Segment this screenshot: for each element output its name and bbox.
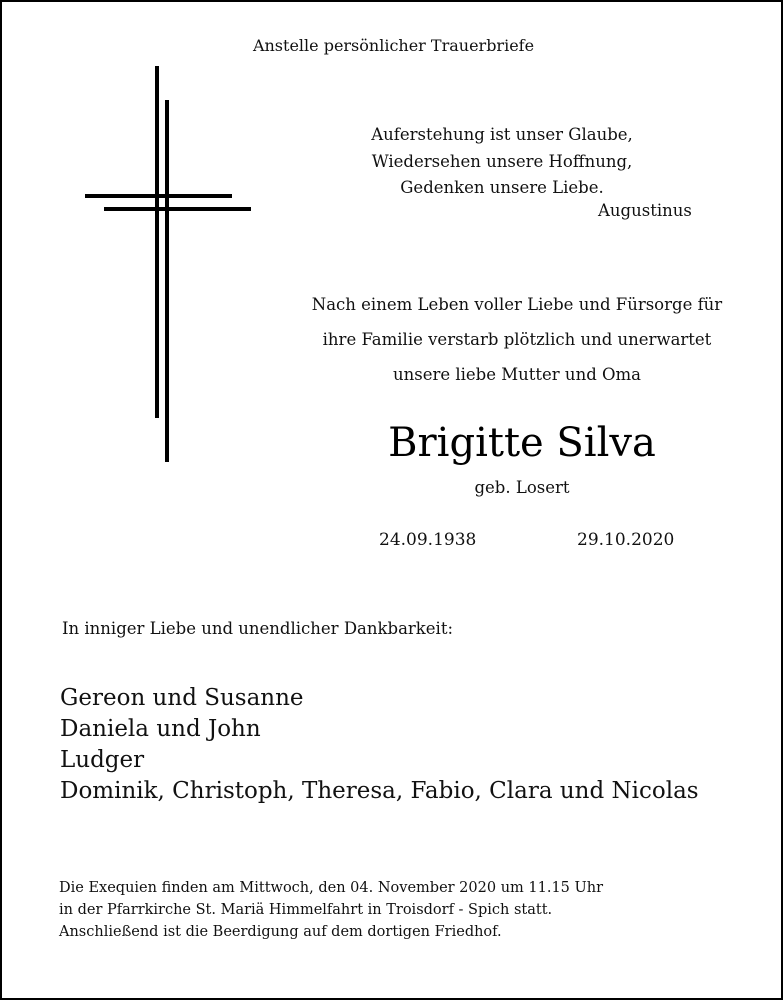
intro-text [292,287,742,392]
funeral-notice [59,877,603,943]
quote-line: Gedenken unsere Liebe. [400,178,604,197]
quote [302,122,702,202]
notice-line: in der Pfarrkirche St. Mariä Himmelfahrt in Troisdorf - Spich statt. [59,902,553,918]
header-title: Anstelle persönlicher Trauerbriefe [252,36,535,55]
family-member: Dominik, Christoph, Theresa, Fabio, Clara und Nicolas [60,778,699,804]
family-member: Daniela und John [60,716,261,742]
death-date: 29.10.2020 [577,530,675,550]
family-member: Ludger [60,747,145,773]
quote-author: Augustinus [598,201,692,220]
intro-line: ihre Familie verstarb plötzlich und unerwartet [322,330,712,349]
family-list [60,683,699,807]
deceased-name: Brigitte Silva [388,420,656,466]
maiden-name: geb. Losert [474,478,570,497]
birth-date: 24.09.1938 [379,530,477,550]
intro-line: unsere liebe Mutter und Oma [392,365,642,384]
quote-line: Auferstehung ist unser Glaube, [371,125,633,144]
notice-line: Anschließend ist die Beerdigung auf dem dortigen Friedhof. [59,924,502,940]
dedication-text: In inniger Liebe und unendlicher Dankbarkeit: [62,619,454,638]
notice-line: Die Exequien finden am Mittwoch, den 04. November 2020 um 11.15 Uhr [59,880,604,896]
cross-icon [82,66,254,466]
quote-line: Wiedersehen unsere Hoffnung, [371,151,633,171]
intro-line: Nach einem Leben voller Liebe und Fürsorge für [311,295,723,314]
family-member: Gereon und Susanne [60,685,304,711]
